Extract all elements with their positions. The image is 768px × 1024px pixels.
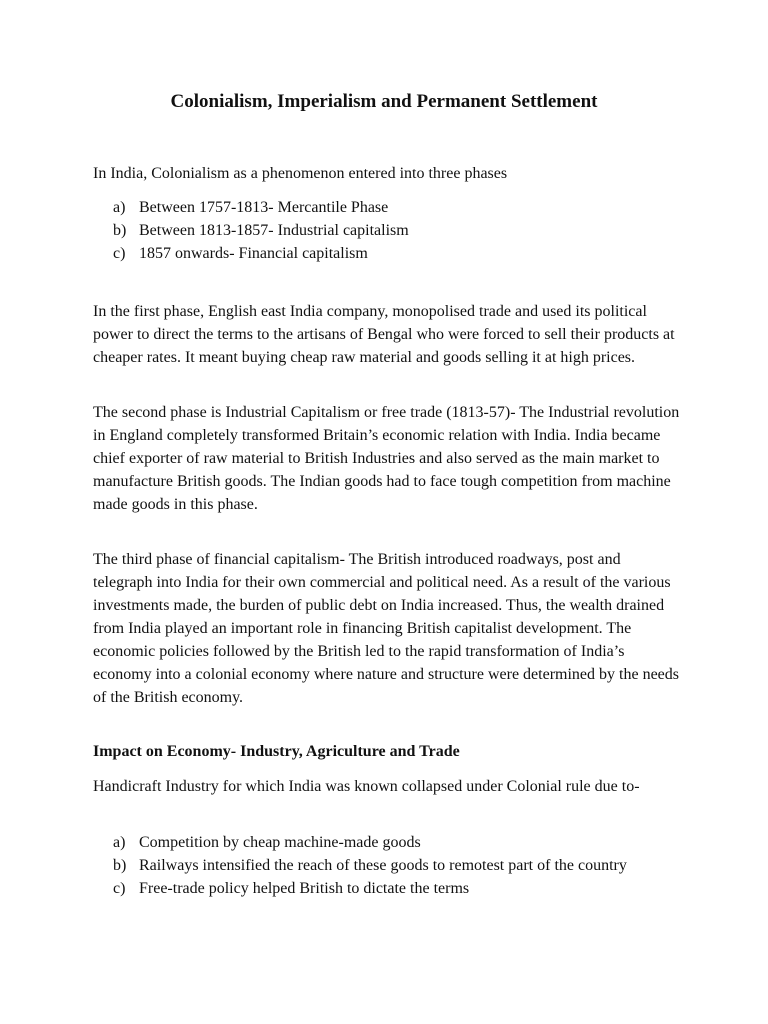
list-item	[93, 219, 683, 242]
list-marker: c)	[113, 245, 126, 262]
list-item	[93, 877, 683, 900]
list-item	[93, 854, 683, 877]
list-item	[93, 831, 683, 854]
list-item-text: Free-trade policy helped British to dictate the terms	[139, 880, 470, 897]
list-item-text: Between 1813-1857- Industrial capitalism	[139, 222, 409, 239]
list-marker: a)	[113, 834, 126, 851]
document-title: Colonialism, Imperialism and Permanent Settlement	[170, 91, 598, 112]
list-item-text: 1857 onwards- Financial capitalism	[139, 245, 368, 262]
reasons-list	[93, 831, 683, 900]
list-item-text: Railways intensified the reach of these goods to remotest part of the country	[139, 857, 627, 874]
list-item-text: Competition by cheap machine-made goods	[139, 834, 421, 851]
section-heading: Impact on Economy- Industry, Agriculture and Trade	[93, 743, 460, 760]
list-item-text: Between 1757-1813- Mercantile Phase	[139, 199, 389, 216]
list-item	[93, 196, 683, 219]
list-marker: b)	[113, 222, 127, 239]
first-phase-paragraph: In the first phase, English east India company, monopolised trade and used its political power to direct the terms to the artisans of Bengal who were forced to sell their products at cheaper rates. It meant buying cheap raw material and goods selling it at high prices.	[93, 303, 675, 366]
list-marker: a)	[113, 199, 126, 216]
second-phase-paragraph: The second phase is Industrial Capitalism or free trade (1813-57)- The Industrial revolution in England completely transformed Britain’s economic relation with India. India became chief exporter of raw material to British Industries and also served as the main market to manufacture British goods. The Indian goods had to face tough competition from machine made goods in this phase.	[93, 404, 680, 513]
list-item	[93, 242, 683, 265]
third-phase-paragraph: The third phase of financial capitalism- The British introduced roadways, post and telegraph into India for their own commercial and political need. As a result of the various investments made, the burden of public debt on India increased. Thus, the wealth drained from India played an important role in financing British capitalist development. The economic policies followed by the British led to the rapid transformation of India’s economy into a colonial economy where nature and structure were determined by the needs of the British economy.	[93, 551, 679, 706]
intro-paragraph: In India, Colonialism as a phenomenon entered into three phases	[93, 165, 508, 182]
list-marker: c)	[113, 880, 126, 897]
list-marker: b)	[113, 857, 127, 874]
phases-list	[93, 196, 683, 265]
handicraft-paragraph: Handicraft Industry for which India was known collapsed under Colonial rule due to-	[93, 778, 640, 795]
